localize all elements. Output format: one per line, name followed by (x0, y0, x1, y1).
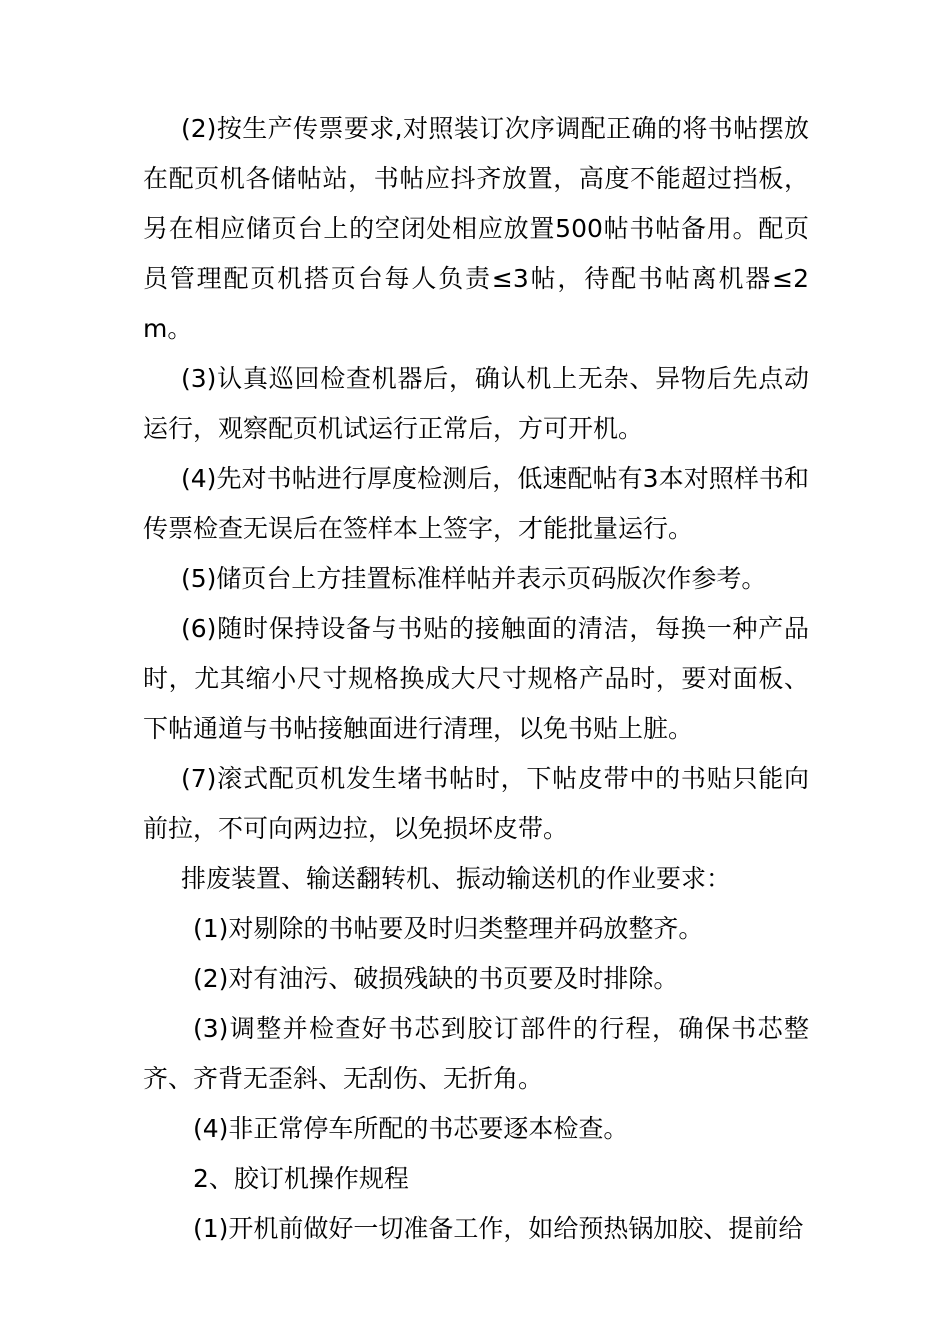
paragraph-stroke-adjustment: (3)调整并检查好书芯到胶订部件的行程，确保书芯整齐、齐背无歪斜、无刮伤、无折角。 (143, 1014, 809, 1093)
document-body (143, 104, 809, 1254)
paragraph-rejects-sorting: (1)对剔除的书帖要及时归类整理并码放整齐。 (193, 914, 704, 943)
paragraph-abnormal-stop: (4)非正常停车所配的书芯要逐本检查。 (193, 1114, 629, 1143)
paragraph-inspection-run: (3)认真巡回检查机器后，确认机上无杂、异物后先点动运行，观察配页机试运行正常后，方可开机。 (143, 364, 809, 443)
paragraph-collating-setup: (2)按生产传票要求,对照装订次序调配正确的将书帖摆放在配页机各储帖站，书帖应抖齐放置，高度不能超过挡板，另在相应储页台上的空闭处相应放置500帖书帖备用。配页员管理配页机搭页台每人负责≤3帖，待配书帖离机器≤2m。 (143, 114, 809, 343)
paragraph-sample-reference: (5)储页台上方挂置标准样帖并表示页码版次作参考。 (181, 564, 767, 593)
paragraph-binder-prep: (1)开机前做好一切准备工作，如给预热锅加胶、提前给 (193, 1214, 804, 1243)
paragraph-binder-heading: 2、胶订机操作规程 (193, 1164, 409, 1193)
paragraph-thickness-check: (4)先对书帖进行厚度检测后，低速配帖有3本对照样书和传票检查无误后在签样本上签字，才能批量运行。 (143, 464, 809, 543)
paragraph-damaged-pages: (2)对有油污、破损残缺的书页要及时排除。 (193, 964, 679, 993)
paragraph-cleaning: (6)随时保持设备与书贴的接触面的清洁，每换一种产品时，尤其缩小尺寸规格换成大尺寸规格产品时，要对面板、下帖通道与书帖接触面进行清理，以免书贴上脏。 (143, 614, 809, 743)
paragraph-jam-handling: (7)滚式配页机发生堵书帖时，下帖皮带中的书贴只能向前拉，不可向两边拉，以免损坏皮带。 (143, 764, 809, 843)
paragraph-section-heading: 排废装置、输送翻转机、振动输送机的作业要求： (181, 864, 732, 893)
